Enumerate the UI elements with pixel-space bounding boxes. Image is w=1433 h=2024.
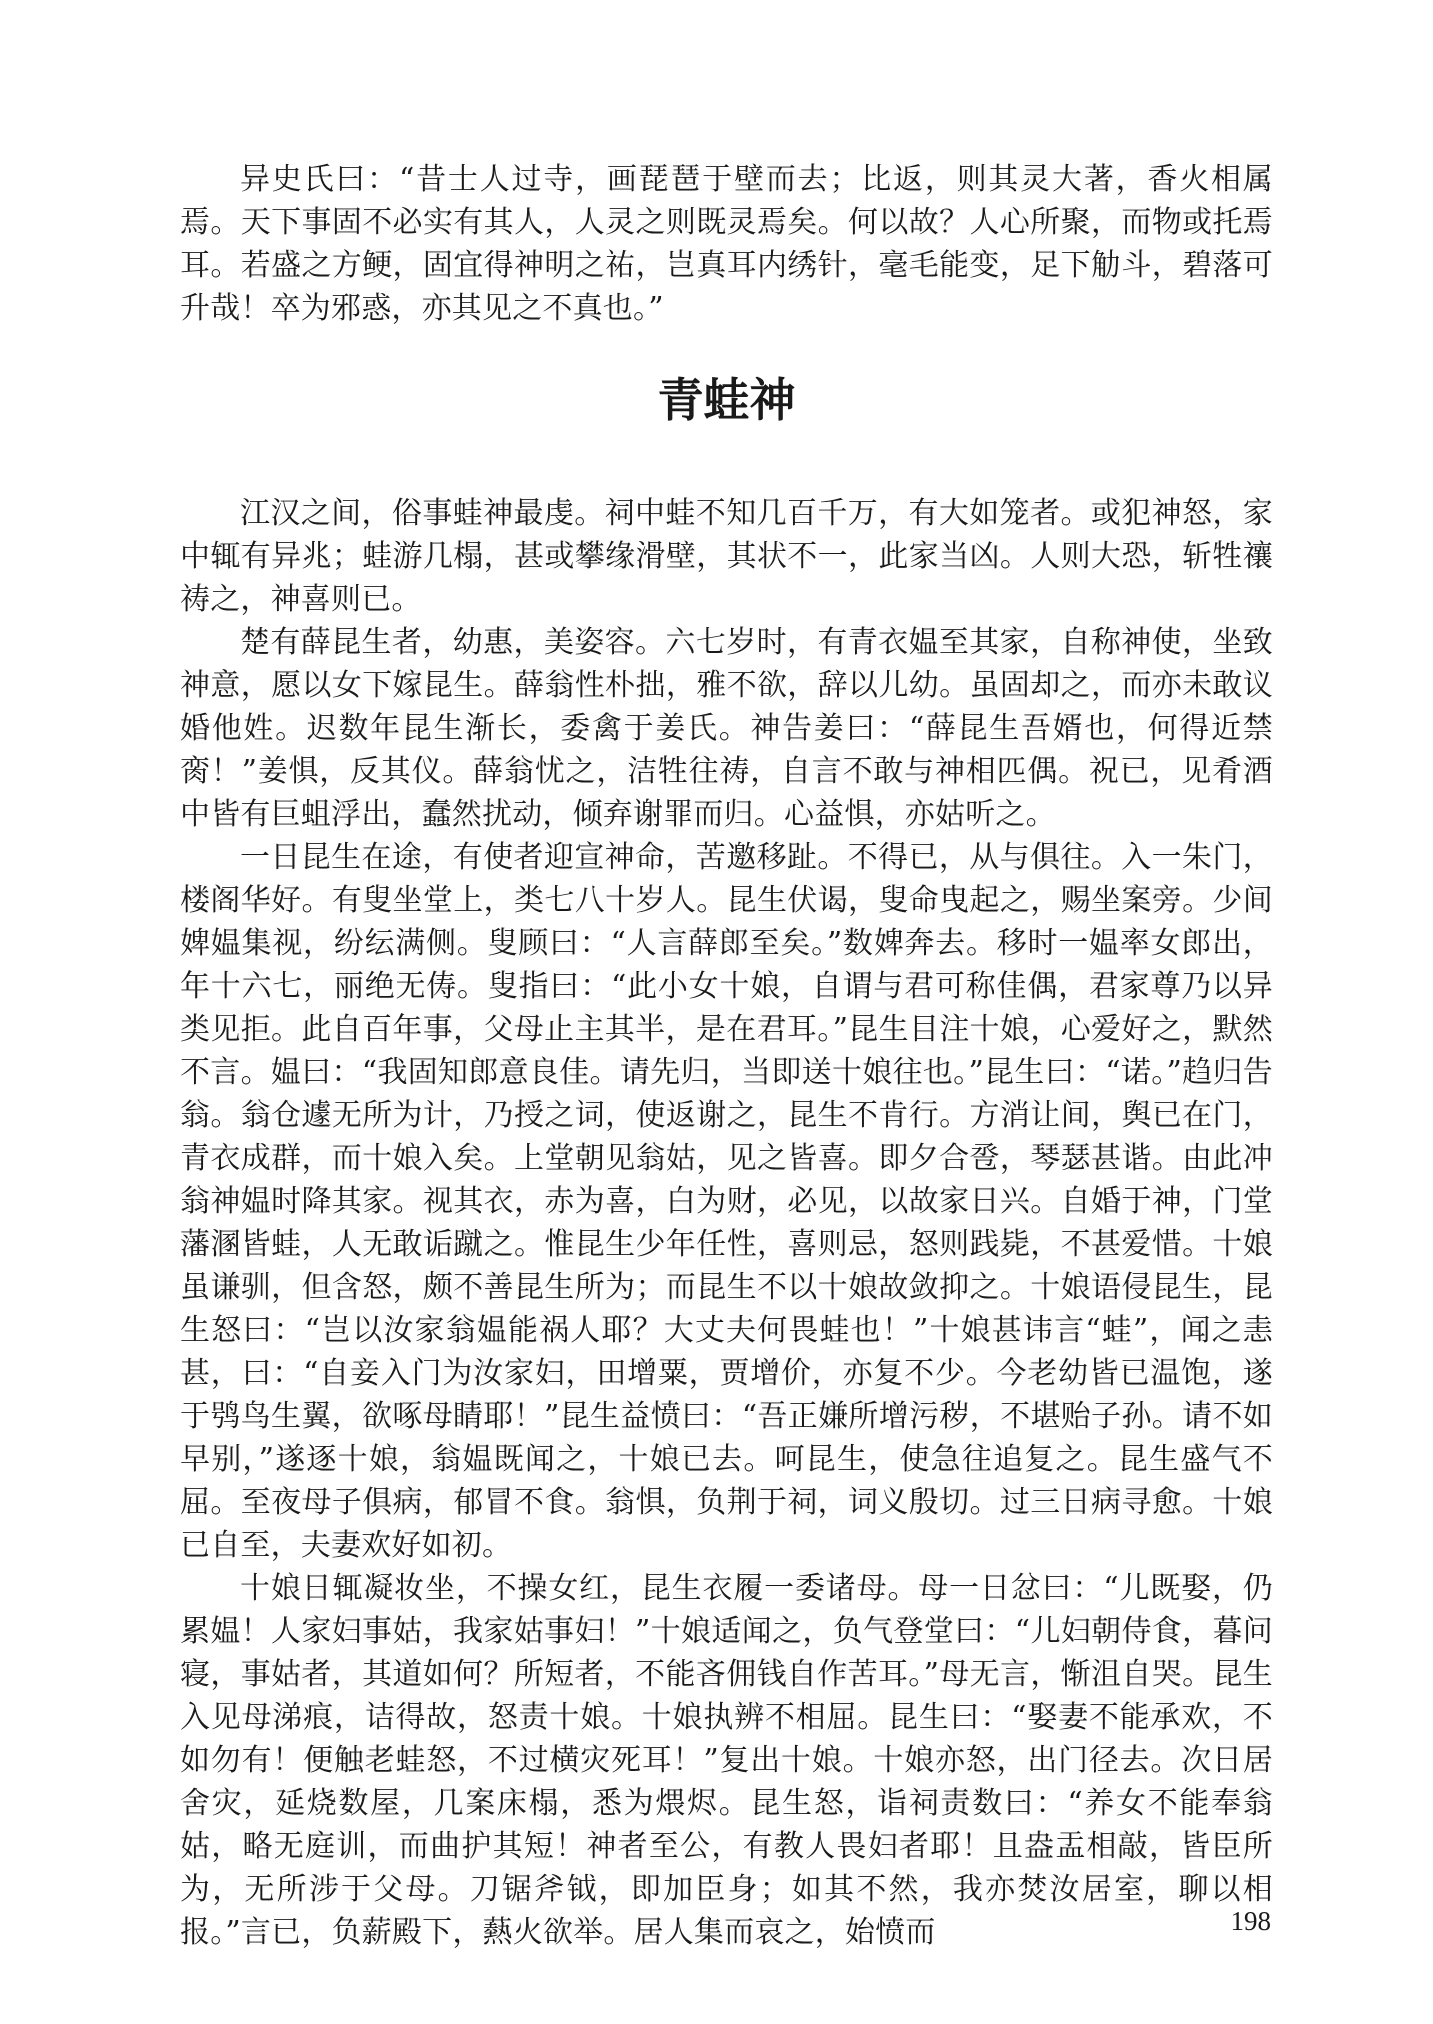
page-number: 198 [1230, 1906, 1271, 1936]
chapter-body [180, 492, 1273, 1954]
chapter-paragraph: 一日昆生在途，有使者迎宣神命，苦邀移趾。不得已，从与俱往。入一朱门，楼阁华好。有叟坐堂上，类七八十岁人。昆生伏谒，叟命曳起之，赐坐案旁。少间婢媪集视，纷纭满侧。叟顾曰：“人言薛郎至矣。”数婢奔去。移时一媪率女郎出，年十六七，丽绝无俦。叟指曰：“此小女十娘，自谓与君可称佳偶，君家尊乃以异类见拒。此自百年事，父母止主其半，是在君耳。”昆生目注十娘，心爱好之，默然不言。媪曰：“我固知郎意良佳。请先归，当即送十娘往也。”昆生曰：“诺。”趋归告翁。翁仓遽无所为计，乃授之词，使返谢之，昆生不肯行。方消让间，舆已在门，青衣成群，而十娘入矣。上堂朝见翁姑，见之皆喜。即夕合卺，琴瑟甚谐。由此冲翁神媪时降其家。视其衣，赤为喜，白为财，必见，以故家日兴。自婚于神，门堂藩溷皆蛙，人无敢诟蹴之。惟昆生少年任性，喜则忌，怒则践毙，不甚爱惜。十娘虽谦驯，但含怒，颇不善昆生所为；而昆生不以十娘故敛抑之。十娘语侵昆生，昆生怒曰：“岂以汝家翁媪能祸人耶？大丈夫何畏蛙也！”十娘甚讳言“蛙”，闻之恚甚，曰：“自妾入门为汝家妇，田增粟，贾增价，亦复不少。今老幼皆已温饱，遂于鸮鸟生翼，欲啄母睛耶！”昆生益愤曰：“吾正嫌所增污秽，不堪贻子孙。请不如早别，”遂逐十娘，翁媪既闻之，十娘已去。呵昆生，使急往追复之。昆生盛气不屈。至夜母子俱病，郁冒不食。翁惧，负荆于祠，词义殷切。过三日病寻愈。十娘已自至，夫妻欢好如初。 [180, 840, 1273, 1563]
chapter-paragraph: 楚有薛昆生者，幼惠，美姿容。六七岁时，有青衣媪至其家，自称神使，坐致神意，愿以女下嫁昆生。薛翁性朴拙，雅不欲，辞以儿幼。虽固却之，而亦未敢议婚他姓。迟数年昆生渐长，委禽于姜氏。神告姜曰：“薛昆生吾婿也，何得近禁脔！”姜惧，反其仪。薛翁忧之，洁牲往祷，自言不敢与神相匹偶。祝已，见肴酒中皆有巨蛆浮出，蠢然扰动，倾弃谢罪而归。心益惧，亦姑听之。 [180, 625, 1273, 832]
chapter-title: 青蛙神 [657, 373, 796, 427]
chapter-paragraph: 江汉之间，俗事蛙神最虔。祠中蛙不知几百千万，有大如笼者。或犯神怒，家中辄有异兆；蛙游几榻，甚或攀缘滑壁，其状不一，此家当凶。人则大恐，斩牲禳祷之，神喜则已。 [180, 496, 1273, 617]
intro-paragraph: 异史氏曰：“昔士人过寺，画琵琶于壁而去；比返，则其灵大著，香火相属焉。天下事固不必实有其人，人灵之则既灵焉矣。何以故？人心所聚，而物或托焉耳。若盛之方鲠，固宜得神明之祐，岂真耳内绣针，毫毛能变，足下觔斗，碧落可升哉！卒为邪惑，亦其见之不真也。” [180, 162, 1273, 326]
chapter-paragraph: 十娘日辄凝妆坐，不操女红，昆生衣履一委诸母。母一日忿曰：“儿既娶，仍累媪！人家妇事姑，我家姑事妇！”十娘适闻之，负气登堂曰：“儿妇朝侍食，暮问寝，事姑者，其道如何？所短者，不能吝佣钱自作苦耳。”母无言，惭沮自哭。昆生入见母涕痕，诘得故，怒责十娘。十娘执辨不相屈。昆生曰：“娶妻不能承欢，不如勿有！便触老蛙怒，不过横灾死耳！”复出十娘。十娘亦怒，出门径去。次日居舍灾，延烧数屋，几案床榻，悉为煨烬。昆生怒，诣祠责数曰：“养女不能奉翁姑，略无庭训，而曲护其短！神者至公，有教人畏妇者耶！且盎盂相敲，皆臣所为，无所涉于父母。刀锯斧钺，即加臣身；如其不然，我亦焚汝居室，聊以相报。”言已，负薪殿下，爇火欲举。居人集而哀之，始愤而 [180, 1571, 1273, 1950]
